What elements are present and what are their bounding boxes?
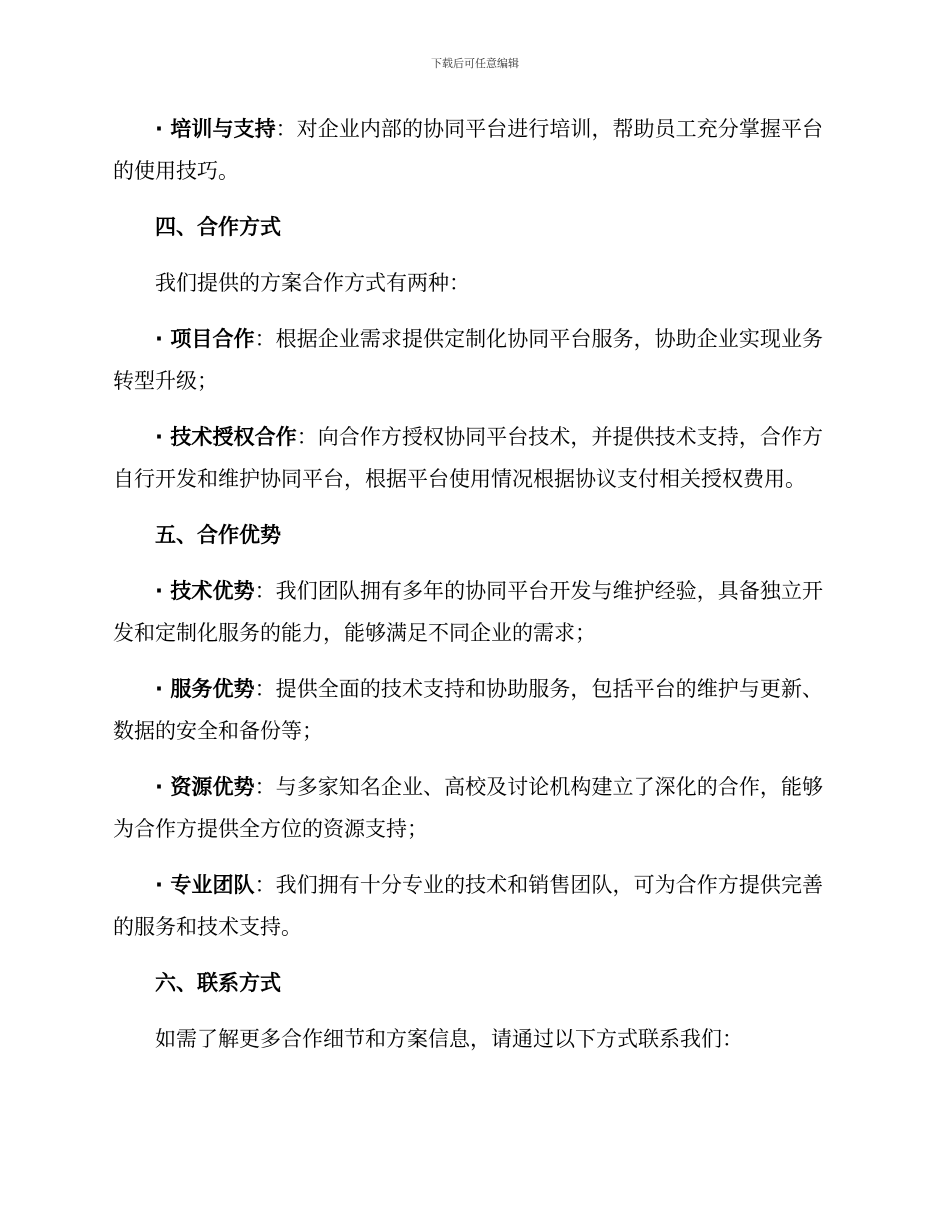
section-heading-cooperation-advantages: 五、合作优势 bbox=[155, 523, 281, 547]
paragraph-training-support bbox=[113, 108, 823, 192]
term-label: · 服务优势 bbox=[155, 677, 255, 701]
paragraph-resource-advantage bbox=[113, 766, 823, 850]
section-heading-contact: 六、联系方式 bbox=[155, 971, 281, 995]
paragraph-text: ：对企业内部的协同平台进行培训，帮助员工充分掌握平台的使用技巧。 bbox=[113, 117, 823, 183]
term-label: · 项目合作 bbox=[155, 327, 255, 351]
term-label: · 技术优势 bbox=[155, 579, 255, 603]
paragraph-text: ：向合作方授权协同平台技术，并提供技术支持，合作方自行开发和维护协同平台，根据平台使用情况根据协议支付相关授权费用。 bbox=[113, 425, 824, 491]
term-label: · 培训与支持 bbox=[155, 117, 276, 141]
paragraph-project-cooperation bbox=[113, 318, 823, 402]
term-label: · 专业团队 bbox=[155, 873, 255, 897]
paragraph-text: ：提供全面的技术支持和协助服务，包括平台的维护与更新、数据的安全和备份等； bbox=[113, 677, 824, 743]
paragraph-professional-team bbox=[113, 864, 823, 948]
section-heading-cooperation-methods: 四、合作方式 bbox=[155, 215, 281, 239]
paragraph-contact-intro: 如需了解更多合作细节和方案信息，请通过以下方式联系我们： bbox=[155, 1027, 743, 1051]
term-label: · 技术授权合作 bbox=[155, 425, 297, 449]
paragraph-text: ：与多家知名企业、高校及讨论机构建立了深化的合作，能够为合作方提供全方位的资源支持； bbox=[113, 775, 824, 841]
paragraph-technology-licensing bbox=[113, 416, 823, 500]
page-header: 下载后可任意编辑 bbox=[431, 57, 519, 70]
paragraph-service-advantage bbox=[113, 668, 823, 752]
paragraph-text: ：我们团队拥有多年的协同平台开发与维护经验，具备独立开发和定制化服务的能力，能够满足不同企业的需求； bbox=[113, 579, 824, 645]
paragraph-technical-advantage bbox=[113, 570, 823, 654]
document-body bbox=[113, 108, 823, 1074]
term-label: · 资源优势 bbox=[155, 775, 255, 799]
paragraph-intro-methods: 我们提供的方案合作方式有两种： bbox=[155, 271, 470, 295]
paragraph-text: ：我们拥有十分专业的技术和销售团队，可为合作方提供完善的服务和技术支持。 bbox=[113, 873, 824, 939]
paragraph-text: ：根据企业需求提供定制化协同平台服务，协助企业实现业务转型升级； bbox=[113, 327, 824, 393]
